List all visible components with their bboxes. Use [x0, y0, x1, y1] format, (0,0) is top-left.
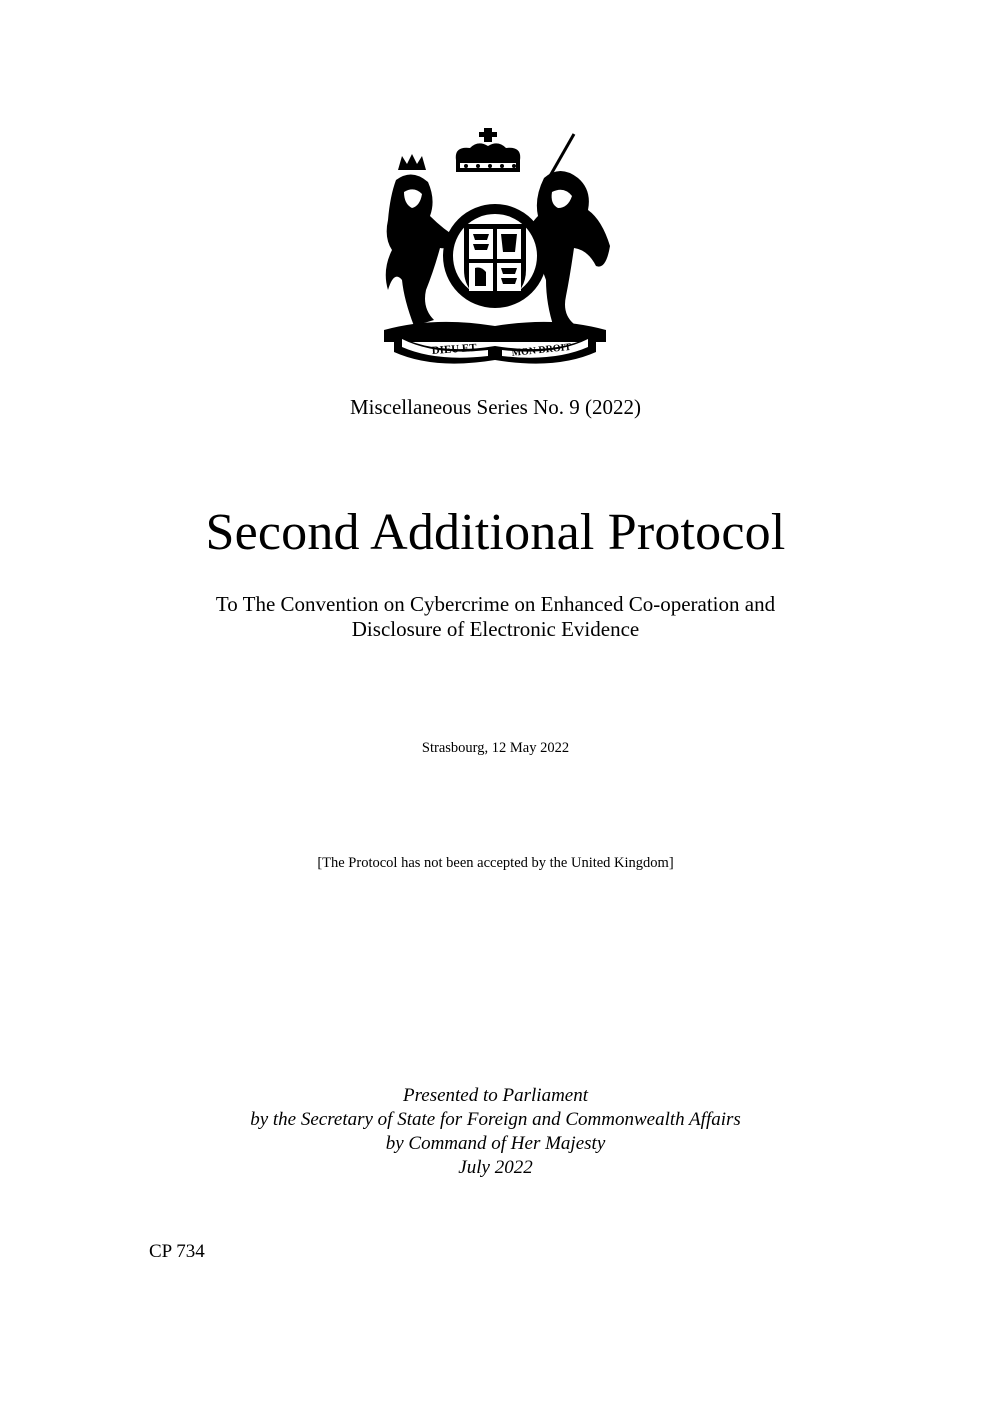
royal-coat-of-arms-icon [374, 120, 617, 365]
presented-to-parliament-block [0, 1084, 991, 1180]
presented-line: Presented to Parliament [402, 1085, 589, 1106]
document-title: Second Additional Protocol [205, 504, 786, 561]
motto-right: MON DROIT [511, 341, 572, 359]
crown-icon [456, 128, 520, 172]
place-and-date: Strasbourg, 12 May 2022 [421, 740, 570, 756]
ratification-status-note: [The Protocol has not been accepted by the United Kingdom] [317, 855, 674, 871]
subtitle-line: To The Convention on Cybercrime on Enhanced Co-operation and [215, 592, 776, 616]
presented-line: by the Secretary of State for Foreign and Commonwealth Affairs [250, 1109, 741, 1130]
document-subtitle [0, 592, 991, 642]
presented-line: July 2022 [458, 1157, 533, 1178]
motto-left: DIEU ET [431, 341, 478, 357]
series-number: Miscellaneous Series No. 9 (2022) [349, 395, 642, 419]
command-paper-number: CP 734 [149, 1241, 205, 1262]
presented-line: by Command of Her Majesty [385, 1133, 606, 1154]
subtitle-line: Disclosure of Electronic Evidence [351, 617, 640, 641]
